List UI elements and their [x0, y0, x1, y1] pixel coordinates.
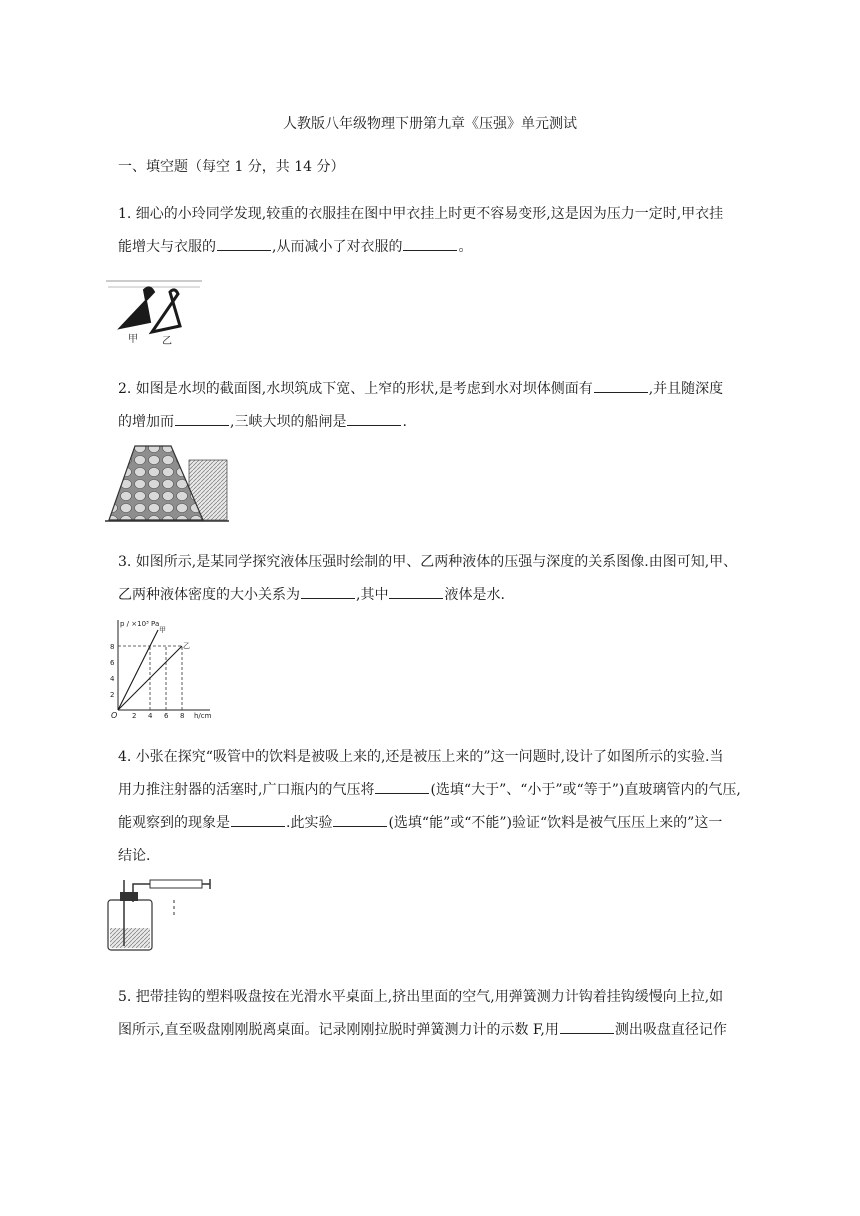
question-2 — [118, 373, 758, 439]
y-tick-label: 4 — [110, 675, 115, 683]
answer-blank[interactable] — [375, 779, 429, 794]
pressure-depth-chart — [102, 614, 220, 722]
answer-blank[interactable] — [560, 1019, 614, 1034]
q4-line-1: 4. 小张在探究“吸管中的饮料是被吸上来的,还是被压上来的”这一问题时,设计了如图所示的实验.当 — [118, 749, 724, 765]
y-tick-label: 6 — [110, 659, 115, 667]
answer-blank[interactable] — [347, 411, 401, 426]
y-tick-label: 2 — [110, 691, 115, 699]
origin-label: O — [111, 711, 118, 720]
answer-blank[interactable] — [403, 236, 457, 251]
x-tick-label: 4 — [148, 712, 153, 720]
dam-figure — [105, 442, 229, 524]
x-tick-label: 8 — [180, 712, 185, 720]
bottle-liquid — [110, 928, 150, 948]
hanger-yi-icon — [152, 290, 180, 332]
hanger-label-jia: 甲 — [128, 334, 138, 345]
x-tick-label: 6 — [164, 712, 169, 720]
answer-blank[interactable] — [594, 378, 648, 393]
bottle-syringe-figure — [104, 876, 214, 952]
question-5 — [118, 981, 758, 1047]
y-axis-label: p / ×10³ Pa — [120, 620, 160, 628]
page-title: 人教版八年级物理下册第九章《压强》单元测试 — [283, 116, 577, 132]
q4-line-3: 能观察到的现象是 .此实验 (选填“能”或“不能”)验证“饮料是被气压压上来的”这一 — [118, 807, 758, 840]
answer-blank[interactable] — [175, 411, 229, 426]
answer-blank[interactable] — [301, 584, 355, 599]
question-1 — [118, 198, 758, 264]
hanger-figure — [106, 278, 202, 346]
section-heading: 一、填空题（每空 1 分，共 14 分） — [118, 159, 345, 175]
hanger-label-yi: 乙 — [162, 336, 172, 346]
q3-line-2: 乙两种液体密度的大小关系为 ,其中 液体是水. — [118, 579, 758, 612]
q1-line-1: 1. 细心的小玲同学发现,较重的衣服挂在图中甲衣挂上时更不容易变形,这是因为压力一定时,甲衣挂 — [118, 206, 724, 222]
series-label-1: 甲 — [159, 626, 166, 634]
q4-line-2: 用力推注射器的活塞时,广口瓶内的气压将 (选填“大于”、“小于”或“等于”)直玻璃管内的气压, — [118, 774, 758, 807]
question-3 — [118, 546, 758, 612]
q1-line-2: 能增大与衣服的 ,从而减小了对衣服的 。 — [118, 231, 758, 264]
syringe-icon — [150, 880, 202, 888]
x-tick-label: 2 — [132, 712, 137, 720]
hanger-jia-icon — [120, 287, 154, 328]
question-4 — [118, 741, 758, 873]
answer-blank[interactable] — [217, 236, 271, 251]
q2-line-1: 2. 如图是水坝的截面图,水坝筑成下宽、上窄的形状,是考虑到水对坝体侧面有 ,并且随深度 — [118, 373, 758, 406]
series-label-2: 乙 — [183, 642, 190, 650]
bottle-stopper — [120, 892, 138, 901]
q4-line-4: 结论. — [118, 848, 151, 864]
q2-line-2: 的增加而 ,三峡大坝的船闸是 . — [118, 406, 758, 439]
answer-blank[interactable] — [231, 812, 285, 827]
q3-line-1: 3. 如图所示,是某同学探究液体压强时绘制的甲、乙两种液体的压强与深度的关系图像.由图可知,甲、 — [118, 554, 738, 570]
y-tick-label: 8 — [110, 643, 115, 651]
x-axis-label: h/cm — [194, 712, 212, 720]
q5-line-2: 图所示,直至吸盘刚刚脱离桌面。记录刚刚拉脱时弹簧测力计的示数 F,用 测出吸盘直径记作 — [118, 1014, 758, 1047]
series-line-2 — [118, 646, 182, 710]
answer-blank[interactable] — [333, 812, 387, 827]
series-line-1 — [118, 630, 158, 710]
answer-blank[interactable] — [389, 584, 443, 599]
q5-line-1: 5. 把带挂钩的塑料吸盘按在光滑水平桌面上,挤出里面的空气,用弹簧测力计钩着挂钩缓慢向上拉,如 — [118, 989, 724, 1005]
